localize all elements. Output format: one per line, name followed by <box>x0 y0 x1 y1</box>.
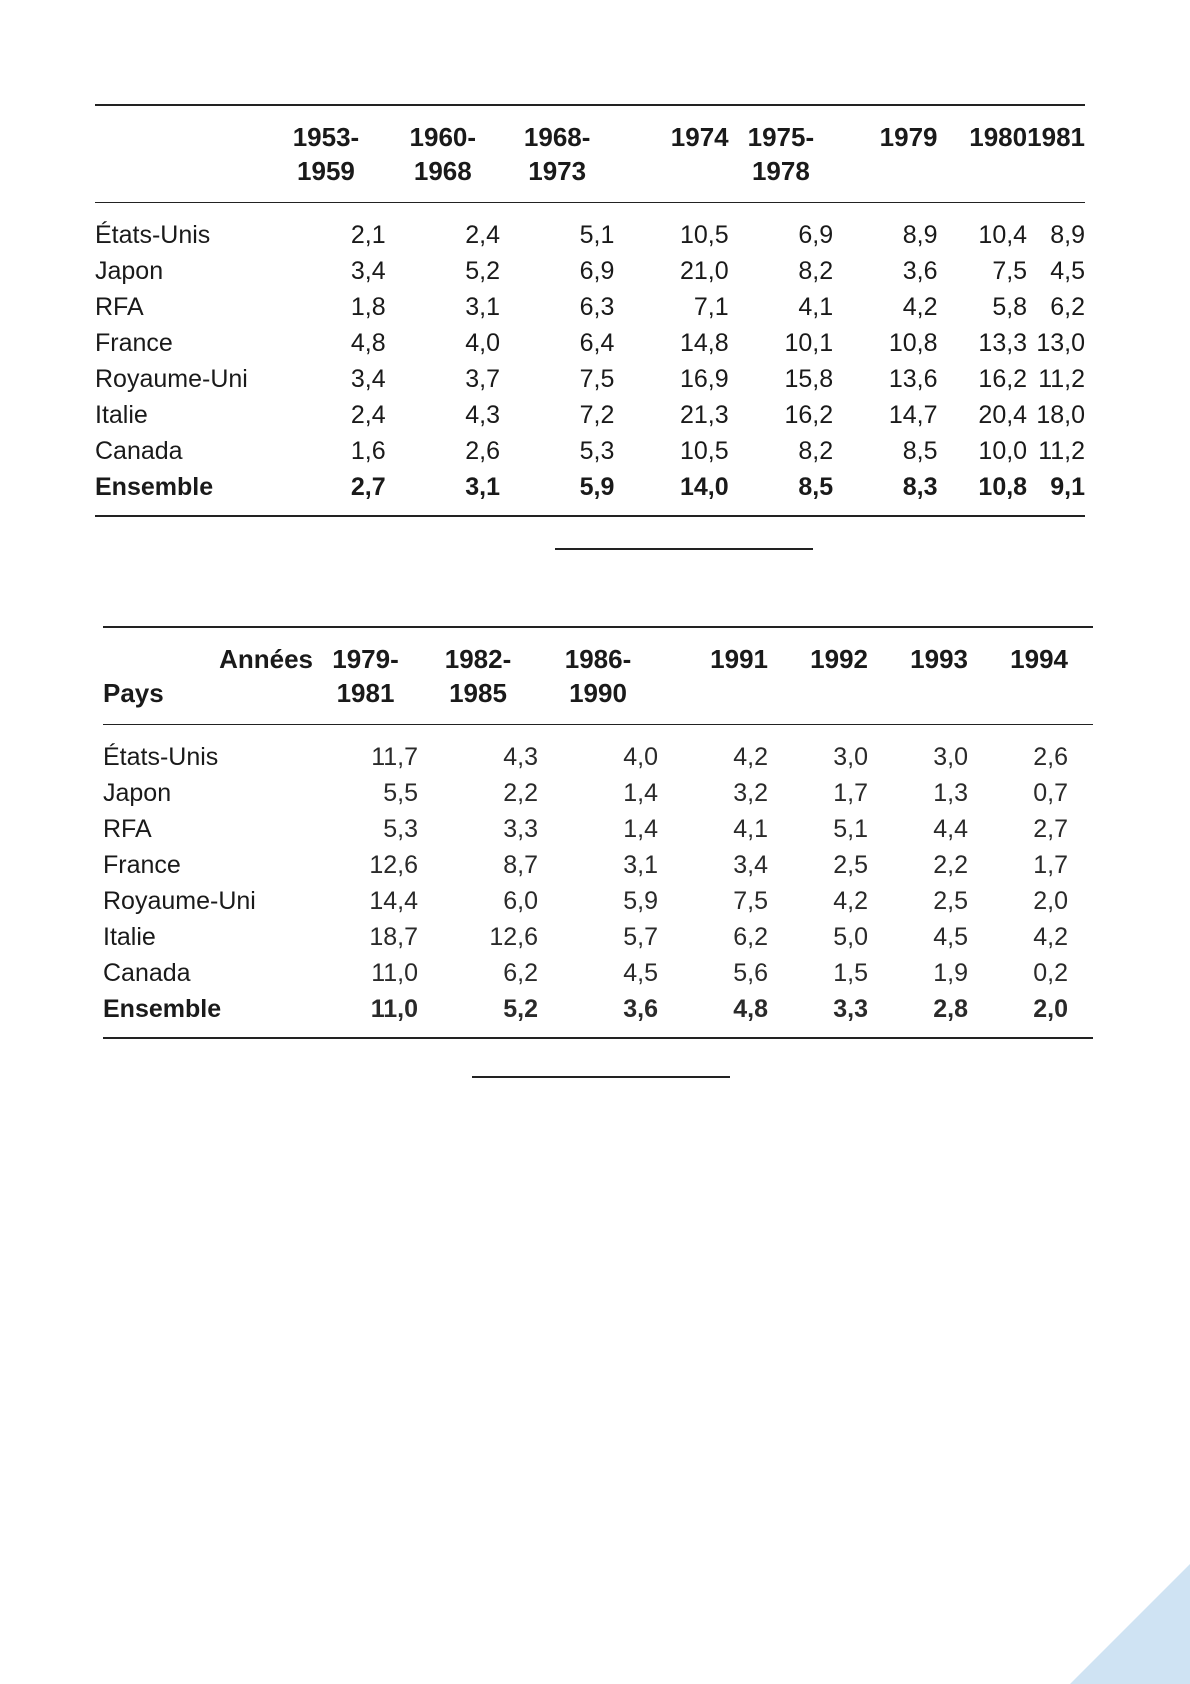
value-cell: 4,5 <box>623 959 658 987</box>
value-cell: 11,0 <box>371 959 418 987</box>
value-cell: 5,6 <box>733 959 768 987</box>
value-cell: 11,7 <box>371 743 418 771</box>
value-cell: 5,2 <box>503 995 538 1023</box>
value-cell: 3,6 <box>623 995 658 1023</box>
value-cell: 2,6 <box>1033 743 1068 771</box>
value-cell: 4,0 <box>623 743 658 771</box>
header-row <box>95 105 1085 203</box>
value-cell: 3,4 <box>350 257 386 285</box>
separator-rule <box>555 548 813 550</box>
value-cell: 10,8 <box>888 329 938 357</box>
table-row <box>103 919 1093 955</box>
value-cell: 8,9 <box>1050 221 1085 249</box>
value-cell: 4,3 <box>503 743 538 771</box>
value-cell: 6,9 <box>798 221 834 249</box>
corner-cell <box>95 105 266 203</box>
country-cell: Japon <box>103 779 172 807</box>
value-cell: 13,3 <box>978 329 1028 357</box>
value-cell: 3,3 <box>503 815 538 843</box>
value-cell: 21,3 <box>679 401 729 429</box>
value-cell: 8,9 <box>902 221 938 249</box>
value-cell: 14,4 <box>369 887 418 915</box>
value-cell: 2,6 <box>465 437 500 465</box>
value-cell: 18,7 <box>369 923 418 951</box>
value-cell: 2,5 <box>933 887 968 915</box>
value-cell: 10,5 <box>679 221 729 249</box>
column-header: 1982- 1985 <box>418 627 538 725</box>
country-cell: Royaume-Uni <box>95 365 248 393</box>
value-cell: 5,3 <box>579 437 615 465</box>
table-row <box>95 469 1085 516</box>
value-cell: 5,8 <box>992 293 1028 321</box>
value-cell: 3,4 <box>733 851 768 879</box>
value-cell: 11,2 <box>1038 365 1085 393</box>
column-header: 1968- 1973 <box>500 105 614 203</box>
value-cell: 4,2 <box>1033 923 1068 951</box>
value-cell: 3,1 <box>623 851 658 879</box>
spacer-cell <box>1068 811 1093 847</box>
value-cell: 14,8 <box>679 329 729 357</box>
spacer-cell <box>1068 883 1093 919</box>
value-cell: 5,1 <box>579 221 615 249</box>
column-header: 1960- 1968 <box>386 105 500 203</box>
value-cell: 2,7 <box>1033 815 1068 843</box>
country-cell: Ensemble <box>103 995 222 1023</box>
country-cell: Canada <box>103 959 191 987</box>
country-cell: Royaume-Uni <box>103 887 256 915</box>
value-cell: 6,3 <box>579 293 615 321</box>
value-cell: 3,1 <box>465 293 500 321</box>
spacer-cell <box>1068 991 1093 1038</box>
country-cell: États-Unis <box>95 221 211 249</box>
value-cell: 4,3 <box>465 401 500 429</box>
value-cell: 7,2 <box>579 401 615 429</box>
country-cell: Ensemble <box>95 473 214 501</box>
value-cell: 11,0 <box>370 995 418 1023</box>
table-row <box>95 361 1085 397</box>
value-cell: 10,0 <box>978 437 1028 465</box>
country-cell: États-Unis <box>103 743 219 771</box>
column-header: 1981 <box>1027 105 1085 203</box>
value-cell: 4,2 <box>833 887 868 915</box>
value-cell: 0,2 <box>1033 959 1068 987</box>
value-cell: 2,7 <box>350 473 386 501</box>
value-cell: 6,2 <box>1050 293 1085 321</box>
table-row <box>103 775 1093 811</box>
spacer-cell <box>1068 725 1093 776</box>
column-header: 1979- 1981 <box>313 627 418 725</box>
value-cell: 16,2 <box>978 365 1028 393</box>
value-cell: 10,4 <box>978 221 1028 249</box>
spacer-cell <box>1068 919 1093 955</box>
value-cell: 4,5 <box>1050 257 1085 285</box>
table-row <box>95 289 1085 325</box>
value-cell: 8,5 <box>798 473 834 501</box>
value-cell: 13,6 <box>888 365 938 393</box>
value-cell: 5,5 <box>383 779 418 807</box>
column-header <box>1068 627 1093 725</box>
header-row <box>103 627 1093 725</box>
value-cell: 3,0 <box>933 743 968 771</box>
value-cell: 7,5 <box>733 887 768 915</box>
value-cell: 3,6 <box>902 257 938 285</box>
value-cell: 2,2 <box>503 779 538 807</box>
country-cell: France <box>103 851 181 879</box>
table-row <box>103 991 1093 1038</box>
table-row <box>103 955 1093 991</box>
country-cell: Italie <box>95 401 148 429</box>
table-row <box>95 397 1085 433</box>
value-cell: 14,0 <box>679 473 729 501</box>
value-cell: 1,4 <box>623 779 658 807</box>
value-cell: 4,2 <box>902 293 938 321</box>
value-cell: 1,9 <box>933 959 968 987</box>
value-cell: 11,2 <box>1038 437 1085 465</box>
column-header: 1991 <box>658 627 768 725</box>
value-cell: 16,2 <box>784 401 834 429</box>
value-cell: 2,5 <box>833 851 868 879</box>
value-cell: 20,4 <box>978 401 1028 429</box>
value-cell: 3,0 <box>833 743 868 771</box>
value-cell: 2,0 <box>1033 887 1068 915</box>
value-cell: 12,6 <box>489 923 538 951</box>
value-cell: 1,7 <box>833 779 868 807</box>
value-cell: 2,1 <box>350 221 386 249</box>
value-cell: 14,7 <box>888 401 938 429</box>
value-cell: 1,7 <box>1033 851 1068 879</box>
value-cell: 1,8 <box>350 293 386 321</box>
value-cell: 8,3 <box>902 473 938 501</box>
value-cell: 8,2 <box>798 437 834 465</box>
value-cell: 5,1 <box>833 815 868 843</box>
country-cell: Canada <box>95 437 183 465</box>
value-cell: 0,7 <box>1033 779 1068 807</box>
value-cell: 2,2 <box>933 851 968 879</box>
country-cell: RFA <box>103 815 152 843</box>
value-cell: 2,4 <box>350 401 386 429</box>
value-cell: 3,7 <box>465 365 500 393</box>
column-header: 1974 <box>614 105 728 203</box>
corner-label-countries: Pays <box>103 678 164 708</box>
value-cell: 4,8 <box>350 329 386 357</box>
value-cell: 4,1 <box>798 293 834 321</box>
value-cell: 1,6 <box>350 437 386 465</box>
value-cell: 8,2 <box>798 257 834 285</box>
value-cell: 7,5 <box>579 365 615 393</box>
value-cell: 1,5 <box>833 959 868 987</box>
page-corner-decoration <box>1070 1564 1190 1684</box>
table-row <box>95 433 1085 469</box>
value-cell: 2,4 <box>465 221 500 249</box>
column-header: 1953- 1959 <box>266 105 385 203</box>
value-cell: 18,0 <box>1036 401 1085 429</box>
country-cell: France <box>95 329 173 357</box>
value-cell: 6,0 <box>503 887 538 915</box>
value-cell: 13,0 <box>1036 329 1085 357</box>
table-row <box>95 203 1085 254</box>
table-row <box>103 883 1093 919</box>
value-cell: 15,8 <box>784 365 834 393</box>
value-cell: 5,9 <box>579 473 615 501</box>
country-cell: Italie <box>103 923 156 951</box>
value-cell: 2,8 <box>933 995 968 1023</box>
value-cell: 5,3 <box>383 815 418 843</box>
inflation-table-1953-1981 <box>95 104 1085 517</box>
value-cell: 4,1 <box>733 815 768 843</box>
value-cell: 5,2 <box>465 257 500 285</box>
inflation-table-1979-1994 <box>103 626 1093 1039</box>
value-cell: 16,9 <box>679 365 729 393</box>
table-row <box>95 325 1085 361</box>
column-header: 1992 <box>768 627 868 725</box>
country-cell: RFA <box>95 293 144 321</box>
value-cell: 5,7 <box>623 923 658 951</box>
spacer-cell <box>1068 955 1093 991</box>
value-cell: 6,2 <box>733 923 768 951</box>
value-cell: 8,7 <box>503 851 538 879</box>
value-cell: 9,1 <box>1050 473 1085 501</box>
value-cell: 3,3 <box>833 995 868 1023</box>
value-cell: 4,0 <box>465 329 500 357</box>
column-header: 1986- 1990 <box>538 627 658 725</box>
value-cell: 3,1 <box>465 473 500 501</box>
corner-label-years: Années <box>219 644 313 674</box>
separator-rule <box>472 1076 730 1078</box>
value-cell: 1,3 <box>933 779 968 807</box>
value-cell: 4,2 <box>733 743 768 771</box>
value-cell: 4,5 <box>933 923 968 951</box>
value-cell: 2,0 <box>1033 995 1068 1023</box>
value-cell: 3,4 <box>350 365 386 393</box>
value-cell: 7,5 <box>992 257 1028 285</box>
value-cell: 8,5 <box>902 437 938 465</box>
column-header: 1980 <box>938 105 1028 203</box>
value-cell: 6,2 <box>503 959 538 987</box>
table-row <box>103 847 1093 883</box>
country-cell: Japon <box>95 257 164 285</box>
table-row <box>103 725 1093 776</box>
value-cell: 7,1 <box>693 293 729 321</box>
spacer-cell <box>1068 775 1093 811</box>
value-cell: 5,9 <box>623 887 658 915</box>
column-header: 1993 <box>868 627 968 725</box>
spacer-cell <box>1068 847 1093 883</box>
value-cell: 4,8 <box>733 995 768 1023</box>
column-header: 1994 <box>968 627 1068 725</box>
column-header: 1979 <box>833 105 937 203</box>
value-cell: 21,0 <box>679 257 729 285</box>
table-row <box>95 253 1085 289</box>
value-cell: 10,1 <box>784 329 834 357</box>
value-cell: 5,0 <box>833 923 868 951</box>
value-cell: 12,6 <box>369 851 418 879</box>
value-cell: 10,5 <box>679 437 729 465</box>
value-cell: 4,4 <box>933 815 968 843</box>
value-cell: 3,2 <box>733 779 768 807</box>
value-cell: 10,8 <box>978 473 1028 501</box>
column-header: 1975- 1978 <box>729 105 834 203</box>
value-cell: 1,4 <box>623 815 658 843</box>
value-cell: 6,9 <box>579 257 615 285</box>
corner-cell <box>103 627 313 725</box>
table-row <box>103 811 1093 847</box>
value-cell: 6,4 <box>579 329 615 357</box>
